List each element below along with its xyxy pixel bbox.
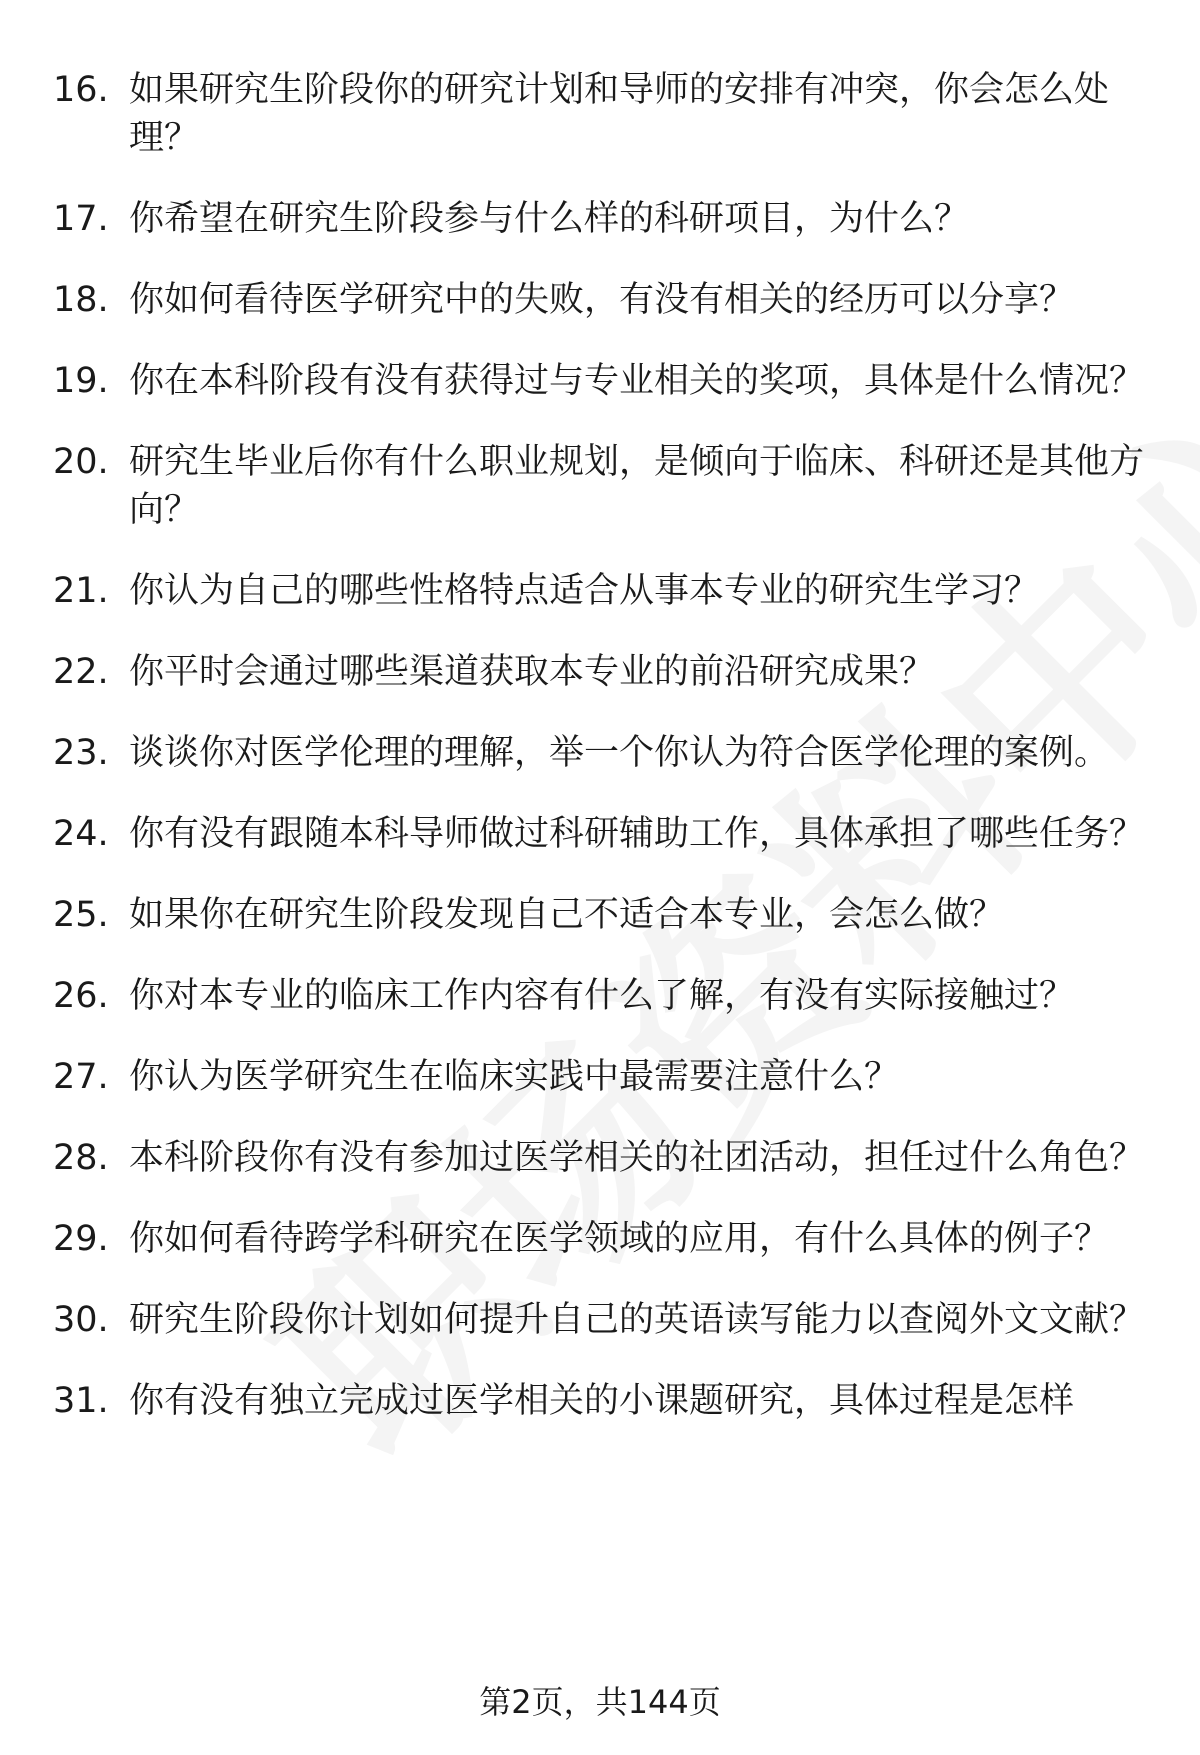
question-text: 你在本科阶段有没有获得过与专业相关的奖项，具体是什么情况？ bbox=[129, 361, 1145, 401]
question-item bbox=[0, 648, 1200, 696]
question-item bbox=[0, 195, 1200, 243]
question-item bbox=[0, 1134, 1200, 1182]
question-number: 17. bbox=[53, 199, 109, 239]
question-text: 研究生毕业后你有什么职业规划，是倾向于临床、科研还是其他方向？ bbox=[129, 442, 1145, 530]
question-item bbox=[0, 438, 1200, 534]
question-number: 24. bbox=[53, 814, 109, 854]
question-number: 20. bbox=[53, 442, 109, 482]
question-number: 29. bbox=[53, 1219, 109, 1259]
question-item bbox=[0, 1215, 1200, 1263]
question-item bbox=[0, 357, 1200, 405]
question-item bbox=[0, 891, 1200, 939]
question-number: 28. bbox=[53, 1138, 109, 1178]
question-item bbox=[0, 567, 1200, 615]
question-text: 你平时会通过哪些渠道获取本专业的前沿研究成果？ bbox=[129, 652, 935, 692]
page-footer: 第2页，共144页 bbox=[479, 1683, 721, 1721]
question-item bbox=[0, 66, 1200, 162]
question-text: 研究生阶段你计划如何提升自己的英语读写能力以查阅外文文献？ bbox=[129, 1300, 1145, 1340]
question-item bbox=[0, 276, 1200, 324]
question-text: 你认为自己的哪些性格特点适合从事本专业的研究生学习？ bbox=[129, 571, 1040, 611]
question-item bbox=[0, 729, 1200, 777]
question-text: 你认为医学研究生在临床实践中最需要注意什么？ bbox=[129, 1057, 900, 1097]
question-text: 你如何看待跨学科研究在医学领域的应用，有什么具体的例子？ bbox=[129, 1219, 1110, 1259]
question-text: 你如何看待医学研究中的失败，有没有相关的经历可以分享？ bbox=[129, 280, 1075, 320]
question-text: 如果研究生阶段你的研究计划和导师的安排有冲突，你会怎么处理？ bbox=[129, 70, 1110, 158]
question-number: 23. bbox=[53, 733, 109, 773]
question-item bbox=[0, 810, 1200, 858]
question-number: 21. bbox=[53, 571, 109, 611]
question-number: 16. bbox=[53, 70, 109, 110]
question-item bbox=[0, 1053, 1200, 1101]
question-number: 22. bbox=[53, 652, 109, 692]
question-number: 18. bbox=[53, 280, 109, 320]
question-number: 26. bbox=[53, 976, 109, 1016]
question-text: 本科阶段你有没有参加过医学相关的社团活动，担任过什么角色？ bbox=[129, 1138, 1145, 1178]
question-number: 19. bbox=[53, 361, 109, 401]
question-text: 你对本专业的临床工作内容有什么了解，有没有实际接触过？ bbox=[129, 976, 1075, 1016]
question-number: 27. bbox=[53, 1057, 109, 1097]
question-item bbox=[0, 1377, 1200, 1425]
question-item bbox=[0, 972, 1200, 1020]
question-number: 31. bbox=[53, 1381, 109, 1421]
question-item bbox=[0, 1296, 1200, 1344]
question-number: 25. bbox=[53, 895, 109, 935]
question-text: 谈谈你对医学伦理的理解，举一个你认为符合医学伦理的案例。 bbox=[129, 733, 1110, 773]
question-text: 如果你在研究生阶段发现自己不适合本专业，会怎么做？ bbox=[129, 895, 1005, 935]
question-text: 你有没有跟随本科导师做过科研辅助工作，具体承担了哪些任务？ bbox=[129, 814, 1145, 854]
question-list bbox=[0, 66, 1200, 1458]
question-text: 你希望在研究生阶段参与什么样的科研项目，为什么？ bbox=[129, 199, 970, 239]
question-text: 你有没有独立完成过医学相关的小课题研究，具体过程是怎样 bbox=[129, 1381, 1075, 1421]
question-number: 30. bbox=[53, 1300, 109, 1340]
